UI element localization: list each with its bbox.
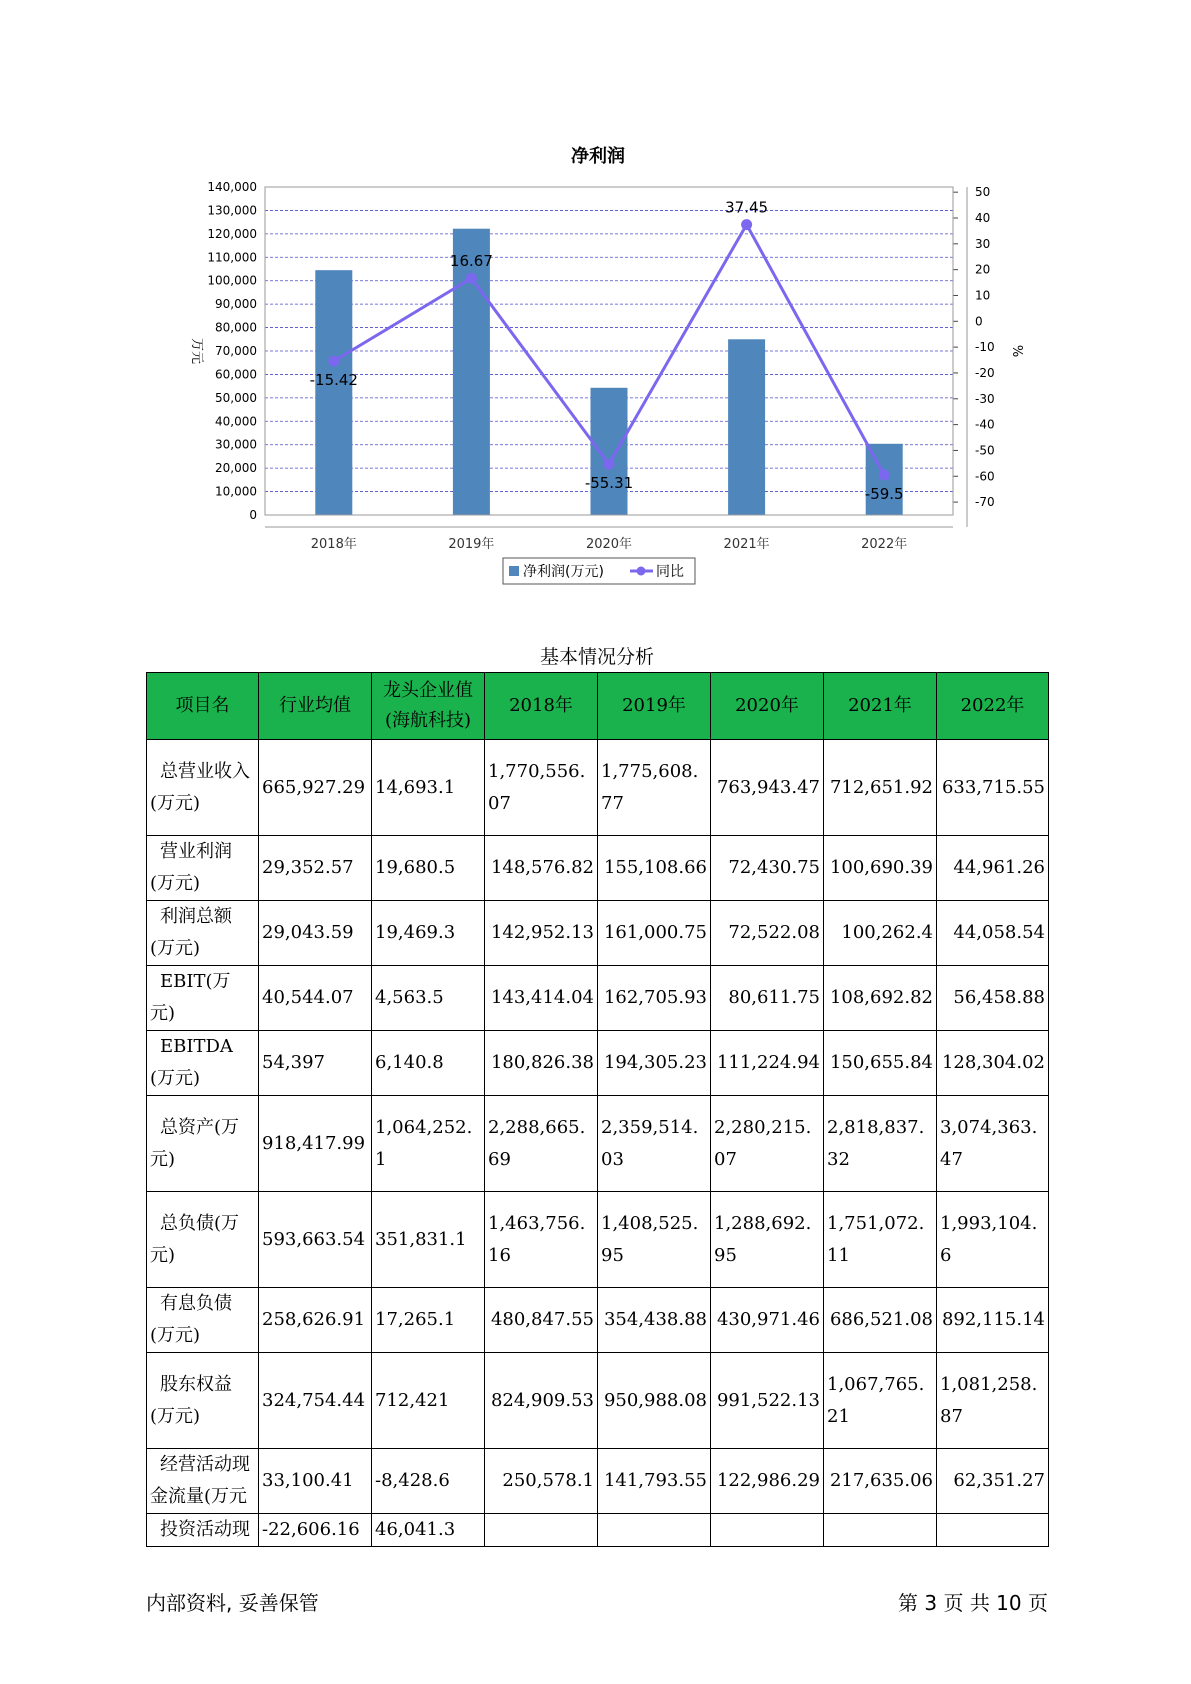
table-row [147, 1192, 1049, 1288]
row-label: 股东权益(万元) [147, 1353, 259, 1449]
footer-page-number: 第 3 页 共 10 页 [898, 1591, 1048, 1615]
table-cell: 258,626.91 [259, 1288, 372, 1353]
table-cell: 1,770,556.07 [485, 740, 598, 836]
table-cell: 430,971.46 [711, 1288, 824, 1353]
table-row [147, 1031, 1049, 1096]
legend-bar-label: 净利润(万元) [523, 564, 604, 580]
legend-line-marker [637, 567, 646, 576]
table-cell: 950,988.08 [598, 1353, 711, 1449]
table-cell: 892,115.14 [937, 1288, 1049, 1353]
table-cell: 142,952.13 [485, 901, 598, 966]
table-cell: 2,818,837.32 [824, 1096, 937, 1192]
table-row [147, 1288, 1049, 1353]
table-cell: 80,611.75 [711, 966, 824, 1031]
legend-line-label: 同比 [656, 564, 684, 580]
y-tick-label: 30,000 [215, 437, 257, 452]
row-label: 总资产(万元) [147, 1096, 259, 1192]
yoy-data-label: 16.67 [449, 252, 493, 271]
table-cell: 1,064,252.1 [372, 1096, 485, 1192]
table-cell: 72,522.08 [711, 901, 824, 966]
table-cell: 686,521.08 [824, 1288, 937, 1353]
table-cell: 162,705.93 [598, 966, 711, 1031]
table-cell: 155,108.66 [598, 836, 711, 901]
table-cell: 17,265.1 [372, 1288, 485, 1353]
table-cell: 824,909.53 [485, 1353, 598, 1449]
y-tick-label: 100,000 [207, 273, 257, 288]
table-cell: 194,305.23 [598, 1031, 711, 1096]
y-tick-label: 70,000 [215, 344, 257, 358]
table-cell: 29,043.59 [259, 901, 372, 966]
table-cell [824, 1514, 937, 1547]
table-cell: 1,288,692.95 [711, 1192, 824, 1288]
yoy-data-label: -55.31 [584, 474, 634, 493]
table-cell: 1,463,756.16 [485, 1192, 598, 1288]
table-cell: 122,986.29 [711, 1449, 824, 1514]
table-cell [937, 1514, 1049, 1547]
table-cell: 33,100.41 [259, 1449, 372, 1514]
bar-net-profit [728, 339, 765, 515]
table-cell: 111,224.94 [711, 1031, 824, 1096]
y-tick-label: 40,000 [215, 414, 257, 429]
table-cell: 918,417.99 [259, 1096, 372, 1192]
point-yoy [604, 459, 615, 470]
table-row [147, 1096, 1049, 1192]
table-header-cell: 2021年 [824, 673, 937, 740]
yoy-data-label: -59.5 [864, 484, 904, 503]
y2-tick-label: -10 [975, 340, 995, 355]
row-label: EBITDA(万元) [147, 1031, 259, 1096]
row-label: 经营活动现金流量(万元 [147, 1449, 259, 1514]
table-cell: 1,081,258.87 [937, 1353, 1049, 1449]
table-cell: 4,563.5 [372, 966, 485, 1031]
point-yoy [879, 469, 890, 480]
table-cell: 6,140.8 [372, 1031, 485, 1096]
table-cell: 62,351.27 [937, 1449, 1049, 1514]
table-cell: 56,458.88 [937, 966, 1049, 1031]
x-tick-label: 2021年 [723, 537, 770, 552]
yoy-data-label: -15.42 [309, 371, 358, 390]
y2-axis-title: % [1009, 344, 1024, 358]
y-tick-label: 10,000 [215, 484, 257, 499]
table-cell: 150,655.84 [824, 1031, 937, 1096]
table-cell: 108,692.82 [824, 966, 937, 1031]
table-cell: 480,847.55 [485, 1288, 598, 1353]
table-cell: 1,408,525.95 [598, 1192, 711, 1288]
point-yoy [741, 219, 752, 230]
chart-title: 净利润 [571, 146, 625, 167]
row-label: 有息负债(万元) [147, 1288, 259, 1353]
table-cell: 991,522.13 [711, 1353, 824, 1449]
y2-tick-label: 50 [975, 185, 991, 200]
y-tick-label: 60,000 [215, 367, 257, 382]
y-tick-label: 50,000 [215, 390, 257, 405]
basic-analysis-table [146, 672, 1049, 1547]
footer-confidential: 内部资料, 妥善保管 [146, 1591, 319, 1615]
table-header-cell: 2022年 [937, 673, 1049, 740]
y2-tick-label: 10 [975, 288, 991, 303]
table-header-cell: 2018年 [485, 673, 598, 740]
table-cell: 148,576.82 [485, 836, 598, 901]
x-tick-label: 2019年 [448, 537, 495, 552]
y2-tick-label: 20 [975, 262, 991, 277]
table-cell [711, 1514, 824, 1547]
table-cell: 100,262.4 [824, 901, 937, 966]
table-cell: 712,421 [372, 1353, 485, 1449]
table-header-cell: 龙头企业值(海航科技) [372, 673, 485, 740]
table-cell: 217,635.06 [824, 1449, 937, 1514]
table-row [147, 901, 1049, 966]
table-row [147, 1449, 1049, 1514]
table-header-cell: 2019年 [598, 673, 711, 740]
y2-tick-label: -50 [975, 443, 995, 458]
table-cell: 354,438.88 [598, 1288, 711, 1353]
table-header-cell: 2020年 [711, 673, 824, 740]
y2-tick-label: -30 [975, 391, 995, 406]
table-cell: -22,606.16 [259, 1514, 372, 1547]
table-cell [485, 1514, 598, 1547]
row-label: 总负债(万元) [147, 1192, 259, 1288]
table-cell: 161,000.75 [598, 901, 711, 966]
table-cell: -8,428.6 [372, 1449, 485, 1514]
x-tick-label: 2020年 [585, 537, 633, 552]
table-cell: 593,663.54 [259, 1192, 372, 1288]
row-label: EBIT(万元) [147, 966, 259, 1031]
table-cell [598, 1514, 711, 1547]
table-cell: 72,430.75 [711, 836, 824, 901]
y2-tick-label: -70 [975, 495, 995, 510]
table-row [147, 740, 1049, 836]
table-row [147, 1514, 1049, 1547]
table-cell: 1,067,765.21 [824, 1353, 937, 1449]
table-cell: 2,288,665.69 [485, 1096, 598, 1192]
y-tick-label: 90,000 [215, 297, 257, 312]
table-header-row [147, 673, 1049, 740]
y-tick-label: 120,000 [207, 226, 257, 241]
table-cell: 351,831.1 [372, 1192, 485, 1288]
table-cell: 324,754.44 [259, 1353, 372, 1449]
y-tick-label: 140,000 [207, 180, 257, 194]
row-label: 投资活动现 [147, 1514, 259, 1547]
table-cell: 54,397 [259, 1031, 372, 1096]
y-tick-label: 130,000 [207, 203, 257, 218]
row-label: 利润总额(万元) [147, 901, 259, 966]
x-tick-label: 2022年 [861, 537, 908, 552]
x-tick-label: 2018年 [310, 537, 357, 552]
y2-tick-label: -60 [975, 469, 995, 484]
table-cell: 250,578.1 [485, 1449, 598, 1514]
table-cell: 633,715.55 [937, 740, 1049, 836]
table-header-cell: 项目名 [147, 673, 259, 740]
table-cell: 2,280,215.07 [711, 1096, 824, 1192]
yoy-data-label: 37.45 [725, 198, 769, 217]
y-tick-label: 0 [249, 508, 257, 522]
table-cell: 141,793.55 [598, 1449, 711, 1514]
point-yoy [466, 273, 477, 284]
table-cell: 19,469.3 [372, 901, 485, 966]
table-cell: 29,352.57 [259, 836, 372, 901]
y2-tick-label: 30 [975, 236, 991, 251]
y-tick-label: 20,000 [215, 461, 257, 476]
table-cell: 763,943.47 [711, 740, 824, 836]
table-cell: 44,961.26 [937, 836, 1049, 901]
table-cell: 46,041.3 [372, 1514, 485, 1547]
bar-net-profit [453, 229, 490, 515]
y2-tick-label: -20 [975, 365, 995, 380]
table-cell: 143,414.04 [485, 966, 598, 1031]
row-label: 营业利润(万元) [147, 836, 259, 901]
bar-net-profit [315, 270, 352, 515]
table-cell: 44,058.54 [937, 901, 1049, 966]
table-cell: 3,074,363.47 [937, 1096, 1049, 1192]
bar-net-profit [591, 388, 628, 515]
table-cell: 100,690.39 [824, 836, 937, 901]
table-caption: 基本情况分析 [539, 646, 654, 668]
point-yoy [328, 356, 339, 367]
net-profit-chart [0, 0, 1191, 600]
table-row [147, 836, 1049, 901]
table-cell: 712,651.92 [824, 740, 937, 836]
table-cell: 128,304.02 [937, 1031, 1049, 1096]
table-row [147, 966, 1049, 1031]
table-cell: 40,544.07 [259, 966, 372, 1031]
y-tick-label: 80,000 [215, 320, 257, 335]
table-cell: 19,680.5 [372, 836, 485, 901]
y2-tick-label: 0 [975, 314, 983, 329]
table-cell: 1,751,072.11 [824, 1192, 937, 1288]
y2-tick-label: -40 [975, 417, 995, 432]
table-cell: 665,927.29 [259, 740, 372, 836]
table-cell: 180,826.38 [485, 1031, 598, 1096]
table-cell: 1,993,104.6 [937, 1192, 1049, 1288]
y2-tick-label: 40 [975, 210, 991, 225]
table-header-cell: 行业均值 [259, 673, 372, 740]
y-tick-label: 110,000 [207, 250, 257, 265]
table-cell: 14,693.1 [372, 740, 485, 836]
y-axis-title: 万元 [189, 337, 204, 365]
table-row [147, 1353, 1049, 1449]
legend-bar-swatch [509, 566, 519, 576]
table-cell: 2,359,514.03 [598, 1096, 711, 1192]
table-cell: 1,775,608.77 [598, 740, 711, 836]
row-label: 总营业收入(万元) [147, 740, 259, 836]
